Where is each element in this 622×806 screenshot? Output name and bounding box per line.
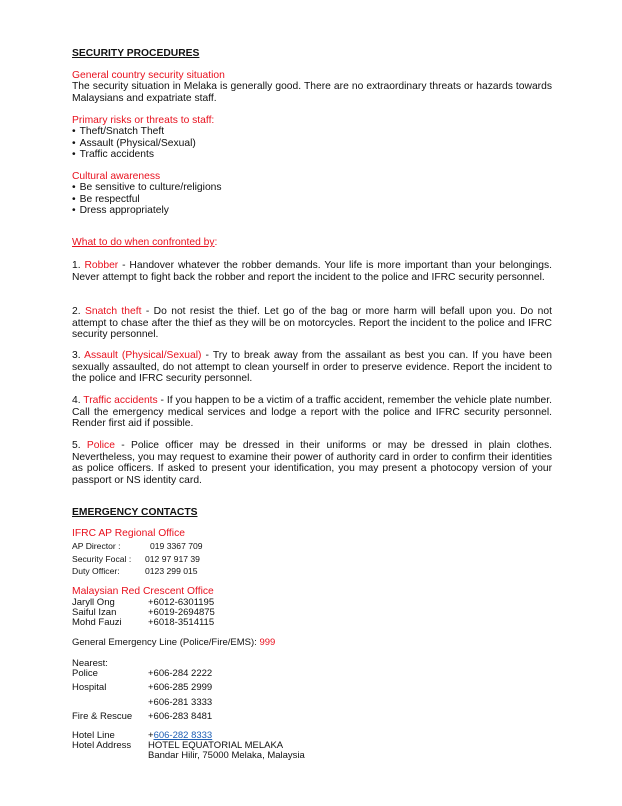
culture-heading: Cultural awareness bbox=[72, 171, 161, 182]
risks-heading: Primary risks or threats to staff: bbox=[72, 115, 215, 126]
general-text: The security situation in Melaka is generally good. There are no extraordinary threats or hazards towards Malaysians and expatriate staff. bbox=[72, 81, 552, 104]
hotel-address-label: Hotel Address bbox=[72, 740, 132, 751]
contacts-heading: EMERGENCY CONTACTS bbox=[72, 507, 198, 518]
hotel-address-line2: Bandar Hilir, 75000 Melaka, Malaysia bbox=[148, 750, 305, 761]
page-title: SECURITY PROCEDURES bbox=[72, 48, 200, 59]
confront-item-3: 3. Assault (Physical/Sexual) - Try to break away from the assailant as best you can. If you have been sexually assaulted, do not attempt to clean yourself in order to preserve evidence. Report the incident to the police and IFRC security personnel. bbox=[72, 350, 552, 385]
ifrc-label-1: Security Focal : bbox=[72, 554, 132, 564]
ifrc-value-0: 019 3367 709 bbox=[150, 541, 203, 551]
ifrc-label-0: AP Director : bbox=[72, 541, 121, 551]
confront-heading: What to do when confronted by: bbox=[72, 237, 218, 248]
police-label: Police bbox=[72, 668, 98, 679]
list-item: • Be sensitive to culture/religions bbox=[72, 182, 222, 194]
emergency-line: General Emergency Line (Police/Fire/EMS): 999 bbox=[72, 637, 276, 648]
hospital-value-2: +606-281 3333 bbox=[148, 697, 213, 708]
confront-item-2: 2. Snatch theft - Do not resist the thief. Let go of the bag or more harm will befall upon you. Do not attempt to chase after the thief as they will be on motorcycles. Report the incident to the police and IFRC security personnel. bbox=[72, 306, 552, 341]
list-item: • Assault (Physical/Sexual) bbox=[72, 138, 196, 150]
confront-item-5: 5. Police - Police officer may be dressed in their uniforms or may be dressed in plain clothes. Nevertheless, you may request to examine their power of authority card in order to confirm their identities as police officers. If asked to present your identification, you may present a photocopy version of your passport or NS identity card. bbox=[72, 440, 552, 486]
ifrc-value-1: 012 97 917 39 bbox=[145, 554, 200, 564]
list-item: • Be respectful bbox=[72, 194, 140, 206]
list-item: • Traffic accidents bbox=[72, 149, 154, 161]
fire-value: +606-283 8481 bbox=[148, 711, 213, 722]
ifrc-label-2: Duty Officer: bbox=[72, 566, 120, 576]
mrc-value-2: +6018-3514115 bbox=[148, 617, 215, 628]
mrc-value-0: +6012-6301195 bbox=[148, 597, 215, 608]
mrc-value-1: +6019-2694875 bbox=[148, 607, 215, 618]
confront-item-1: 1. Robber - Handover whatever the robber demands. Your life is more important than your belongings. Never attempt to fight back the robber and report the incident to the police and IFRC security personnel. bbox=[72, 260, 552, 283]
hotel-address-line1: HOTEL EQUATORIAL MELAKA bbox=[148, 740, 284, 751]
ifrc-value-2: 0123 299 015 bbox=[145, 566, 198, 576]
mrc-heading: Malaysian Red Crescent Office bbox=[72, 586, 214, 597]
hospital-value: +606-285 2999 bbox=[148, 682, 213, 693]
hotel-line: +606-282 8333 bbox=[148, 730, 213, 741]
ifrc-heading: IFRC AP Regional Office bbox=[72, 528, 185, 539]
hospital-label: Hospital bbox=[72, 682, 107, 693]
hotel-line-label: Hotel Line bbox=[72, 730, 115, 741]
confront-item-4: 4. Traffic accidents - If you happen to be a victim of a traffic accident, remember the vehicle plate number. Call the emergency medical services and lodge a report with the police and IFRC security personnel. Render first aid if possible. bbox=[72, 395, 552, 430]
nearest-label: Nearest: bbox=[72, 658, 108, 669]
list-item: • Theft/Snatch Theft bbox=[72, 126, 164, 138]
mrc-label-1: Saiful Izan bbox=[72, 607, 117, 618]
general-heading: General country security situation bbox=[72, 70, 225, 81]
mrc-label-2: Mohd Fauzi bbox=[72, 617, 122, 628]
mrc-label-0: Jaryll Ong bbox=[72, 597, 115, 608]
fire-label: Fire & Rescue bbox=[72, 711, 133, 722]
police-value: +606-284 2222 bbox=[148, 668, 213, 679]
hotel-phone-link[interactable]: 606-282 8333 bbox=[153, 730, 213, 741]
list-item: • Dress appropriately bbox=[72, 205, 169, 217]
